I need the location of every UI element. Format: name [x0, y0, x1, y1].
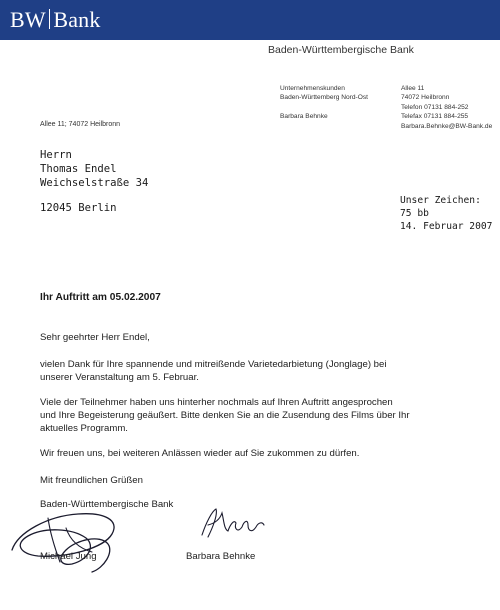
contact-street: Allee 11 — [401, 85, 425, 92]
paragraph-1-line: vielen Dank für Ihre spannende und mitreißende Varietedarbietung (Jonglage) bei — [40, 359, 387, 370]
contact-fax: Telefax 07131 884-255 — [401, 113, 469, 121]
paragraph-1 — [40, 358, 386, 384]
subject-line: Ihr Auftritt am 05.02.2007 — [40, 292, 161, 303]
contact-block — [401, 84, 492, 131]
bw-bank-logo — [10, 7, 101, 33]
greeting: Sehr geehrter Herr Endel, — [40, 332, 150, 343]
reference-code: 75 bb — [400, 208, 429, 219]
signer-name-1: Michael Jung — [40, 551, 97, 562]
signature-company: Baden-Württembergische Bank — [40, 499, 174, 510]
closing: Mit freundlichen Grüßen — [40, 475, 143, 486]
recipient-city: 12045 Berlin — [40, 202, 117, 214]
paragraph-2-line: aktuelles Programm. — [40, 423, 128, 435]
paragraph-2-line: Viele der Teilnehmer haben uns hinterher nochmals auf Ihren Auftritt angesprochen — [40, 397, 393, 408]
paragraph-2 — [40, 396, 410, 436]
paragraph-3: Wir freuen uns, bei weiteren Anlässen wieder auf Sie zukommen zu dürfen. — [40, 448, 360, 459]
logo-bank: Bank — [53, 7, 101, 32]
reference-label: Unser Zeichen: — [400, 195, 481, 206]
recipient-salutation: Herrn — [40, 149, 72, 161]
bank-name: Baden-Württembergische Bank — [268, 44, 414, 56]
reference-date: 14. Februar 2007 — [400, 221, 493, 232]
reference-block — [400, 194, 492, 233]
logo-separator — [49, 9, 51, 29]
signature-scribble-jung — [8, 498, 138, 578]
header-bar — [0, 0, 500, 40]
signer-name-2: Barbara Behnke — [186, 551, 256, 562]
signature-scribble-behnke — [198, 505, 268, 545]
paragraph-2-line: und Ihre Begeisterung geäußert. Bitte denken Sie an die Zusendung des Films über Ihr — [40, 410, 410, 422]
sender-block — [280, 84, 368, 121]
paragraph-1-line: unserer Veranstaltung am 5. Februar. — [40, 372, 199, 384]
sender-department: Unternehmenskunden — [280, 85, 345, 92]
logo-bw: BW — [10, 7, 46, 32]
sender-region: Baden-Württemberg Nord-Ost — [280, 94, 368, 102]
contact-phone: Telefon 07131 884-252 — [401, 103, 469, 111]
recipient-street: Weichselstraße 34 — [40, 177, 149, 190]
sender-contact: Barbara Behnke — [280, 112, 328, 120]
contact-email: Barbara.Behnke@BW-Bank.de — [401, 122, 493, 130]
recipient-address — [40, 148, 148, 191]
recipient-name: Thomas Endel — [40, 163, 117, 176]
return-address: Allee 11; 74072 Heilbronn — [40, 121, 121, 128]
contact-city: 74072 Heilbronn — [401, 94, 450, 102]
